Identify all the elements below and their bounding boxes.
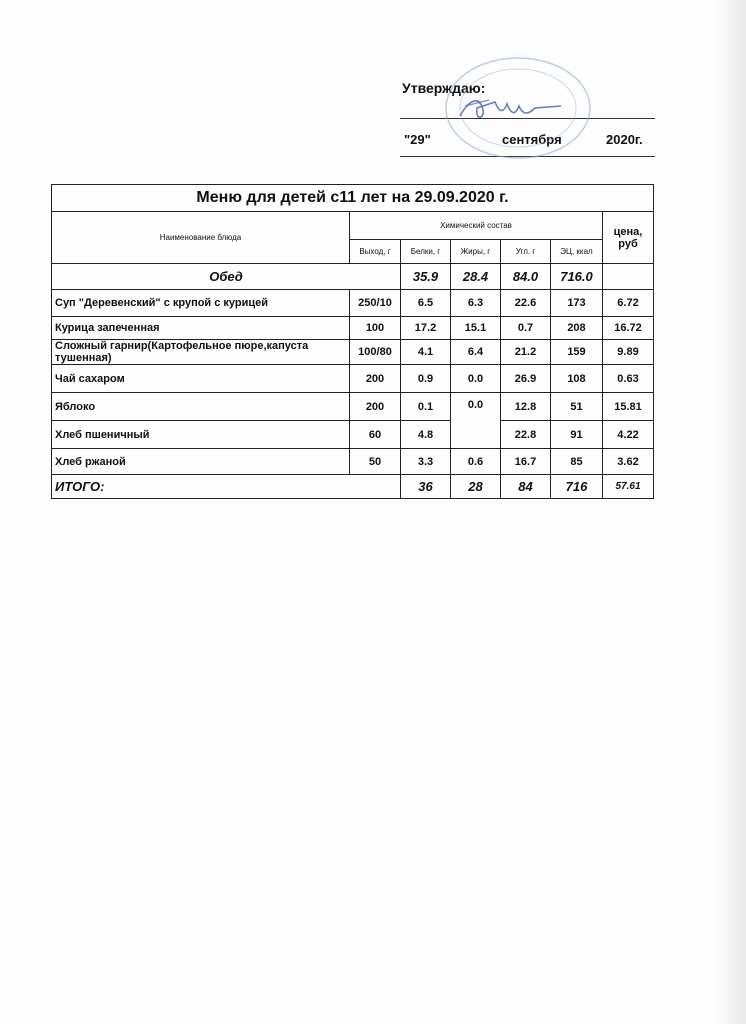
total-fat: 28	[451, 475, 501, 499]
approval-year: 2020г.	[606, 132, 643, 147]
scan-edge-shadow	[716, 0, 746, 1024]
dish-fat: 0.0	[451, 393, 501, 449]
dish-protein: 3.3	[401, 449, 451, 475]
header-yield: Выход, г	[350, 240, 401, 264]
table-row	[52, 290, 654, 317]
dish-carbs: 0.7	[501, 317, 551, 340]
dish-name: Суп "Деревенский" с крупой с курицей	[52, 290, 350, 317]
dish-carbs: 12.8	[501, 393, 551, 421]
total-protein: 36	[401, 475, 451, 499]
dish-name: Курица запеченная	[52, 317, 350, 340]
total-energy: 716	[551, 475, 603, 499]
dish-protein: 4.8	[401, 421, 451, 449]
menu-table	[51, 184, 654, 499]
header-energy: ЭЦ, ккал	[551, 240, 603, 264]
dish-price: 9.89	[603, 340, 654, 365]
dish-yield: 200	[350, 393, 401, 421]
section-label: Обед	[52, 264, 401, 290]
dish-protein: 17.2	[401, 317, 451, 340]
header-fat: Жиры, г	[451, 240, 501, 264]
dish-energy: 159	[551, 340, 603, 365]
dish-energy: 173	[551, 290, 603, 317]
total-label: ИТОГО:	[52, 475, 401, 499]
dish-fat: 0.0	[451, 365, 501, 393]
approval-day: "29"	[404, 132, 431, 147]
dish-energy: 208	[551, 317, 603, 340]
section-row	[52, 264, 654, 290]
dish-price: 6.72	[603, 290, 654, 317]
dish-protein: 6.5	[401, 290, 451, 317]
dish-yield: 100	[350, 317, 401, 340]
dish-yield: 60	[350, 421, 401, 449]
dish-yield: 100/80	[350, 340, 401, 365]
handwritten-signature	[455, 88, 565, 128]
dish-carbs: 21.2	[501, 340, 551, 365]
dish-price: 16.72	[603, 317, 654, 340]
header-protein: Белки, г	[401, 240, 451, 264]
total-price: 57.61	[603, 475, 654, 499]
dish-energy: 108	[551, 365, 603, 393]
dish-carbs: 22.8	[501, 421, 551, 449]
total-row	[52, 475, 654, 499]
dish-carbs: 26.9	[501, 365, 551, 393]
dish-name: Хлеб ржаной	[52, 449, 350, 475]
dish-protein: 0.9	[401, 365, 451, 393]
table-row	[52, 421, 654, 449]
dish-energy: 51	[551, 393, 603, 421]
dish-name: Хлеб пшеничный	[52, 421, 350, 449]
header-price: цена, руб	[603, 212, 654, 264]
dish-carbs: 22.6	[501, 290, 551, 317]
table-row	[52, 449, 654, 475]
table-row	[52, 365, 654, 393]
dish-yield: 200	[350, 365, 401, 393]
table-row	[52, 317, 654, 340]
total-carbs: 84	[501, 475, 551, 499]
dish-fat: 6.4	[451, 340, 501, 365]
dish-price: 15.81	[603, 393, 654, 421]
dish-fat: 0.6	[451, 449, 501, 475]
dish-carbs: 16.7	[501, 449, 551, 475]
dish-name: Сложный гарнир(Картофельное пюре,капуста тушенная)	[52, 340, 350, 365]
section-energy: 716.0	[551, 264, 603, 290]
section-fat: 28.4	[451, 264, 501, 290]
header-carbs: Угл. г	[501, 240, 551, 264]
section-price	[603, 264, 654, 290]
dish-protein: 0.1	[401, 393, 451, 421]
dish-energy: 91	[551, 421, 603, 449]
menu-title: Меню для детей с11 лет на 29.09.2020 г.	[52, 185, 654, 212]
header-chemical-composition: Химический состав	[350, 212, 603, 240]
dish-fat: 15.1	[451, 317, 501, 340]
approval-month: сентября	[502, 132, 562, 147]
header-dish-name: Наименование блюда	[52, 212, 350, 264]
dish-energy: 85	[551, 449, 603, 475]
dish-yield: 50	[350, 449, 401, 475]
approval-label: Утверждаю:	[402, 80, 486, 96]
dish-name: Чай сахаром	[52, 365, 350, 393]
dish-price: 3.62	[603, 449, 654, 475]
dish-protein: 4.1	[401, 340, 451, 365]
dish-price: 0.63	[603, 365, 654, 393]
table-row	[52, 393, 654, 421]
section-carbs: 84.0	[501, 264, 551, 290]
section-protein: 35.9	[401, 264, 451, 290]
dish-fat: 6.3	[451, 290, 501, 317]
table-row	[52, 340, 654, 365]
dish-yield: 250/10	[350, 290, 401, 317]
dish-price: 4.22	[603, 421, 654, 449]
dish-name: Яблоко	[52, 393, 350, 421]
